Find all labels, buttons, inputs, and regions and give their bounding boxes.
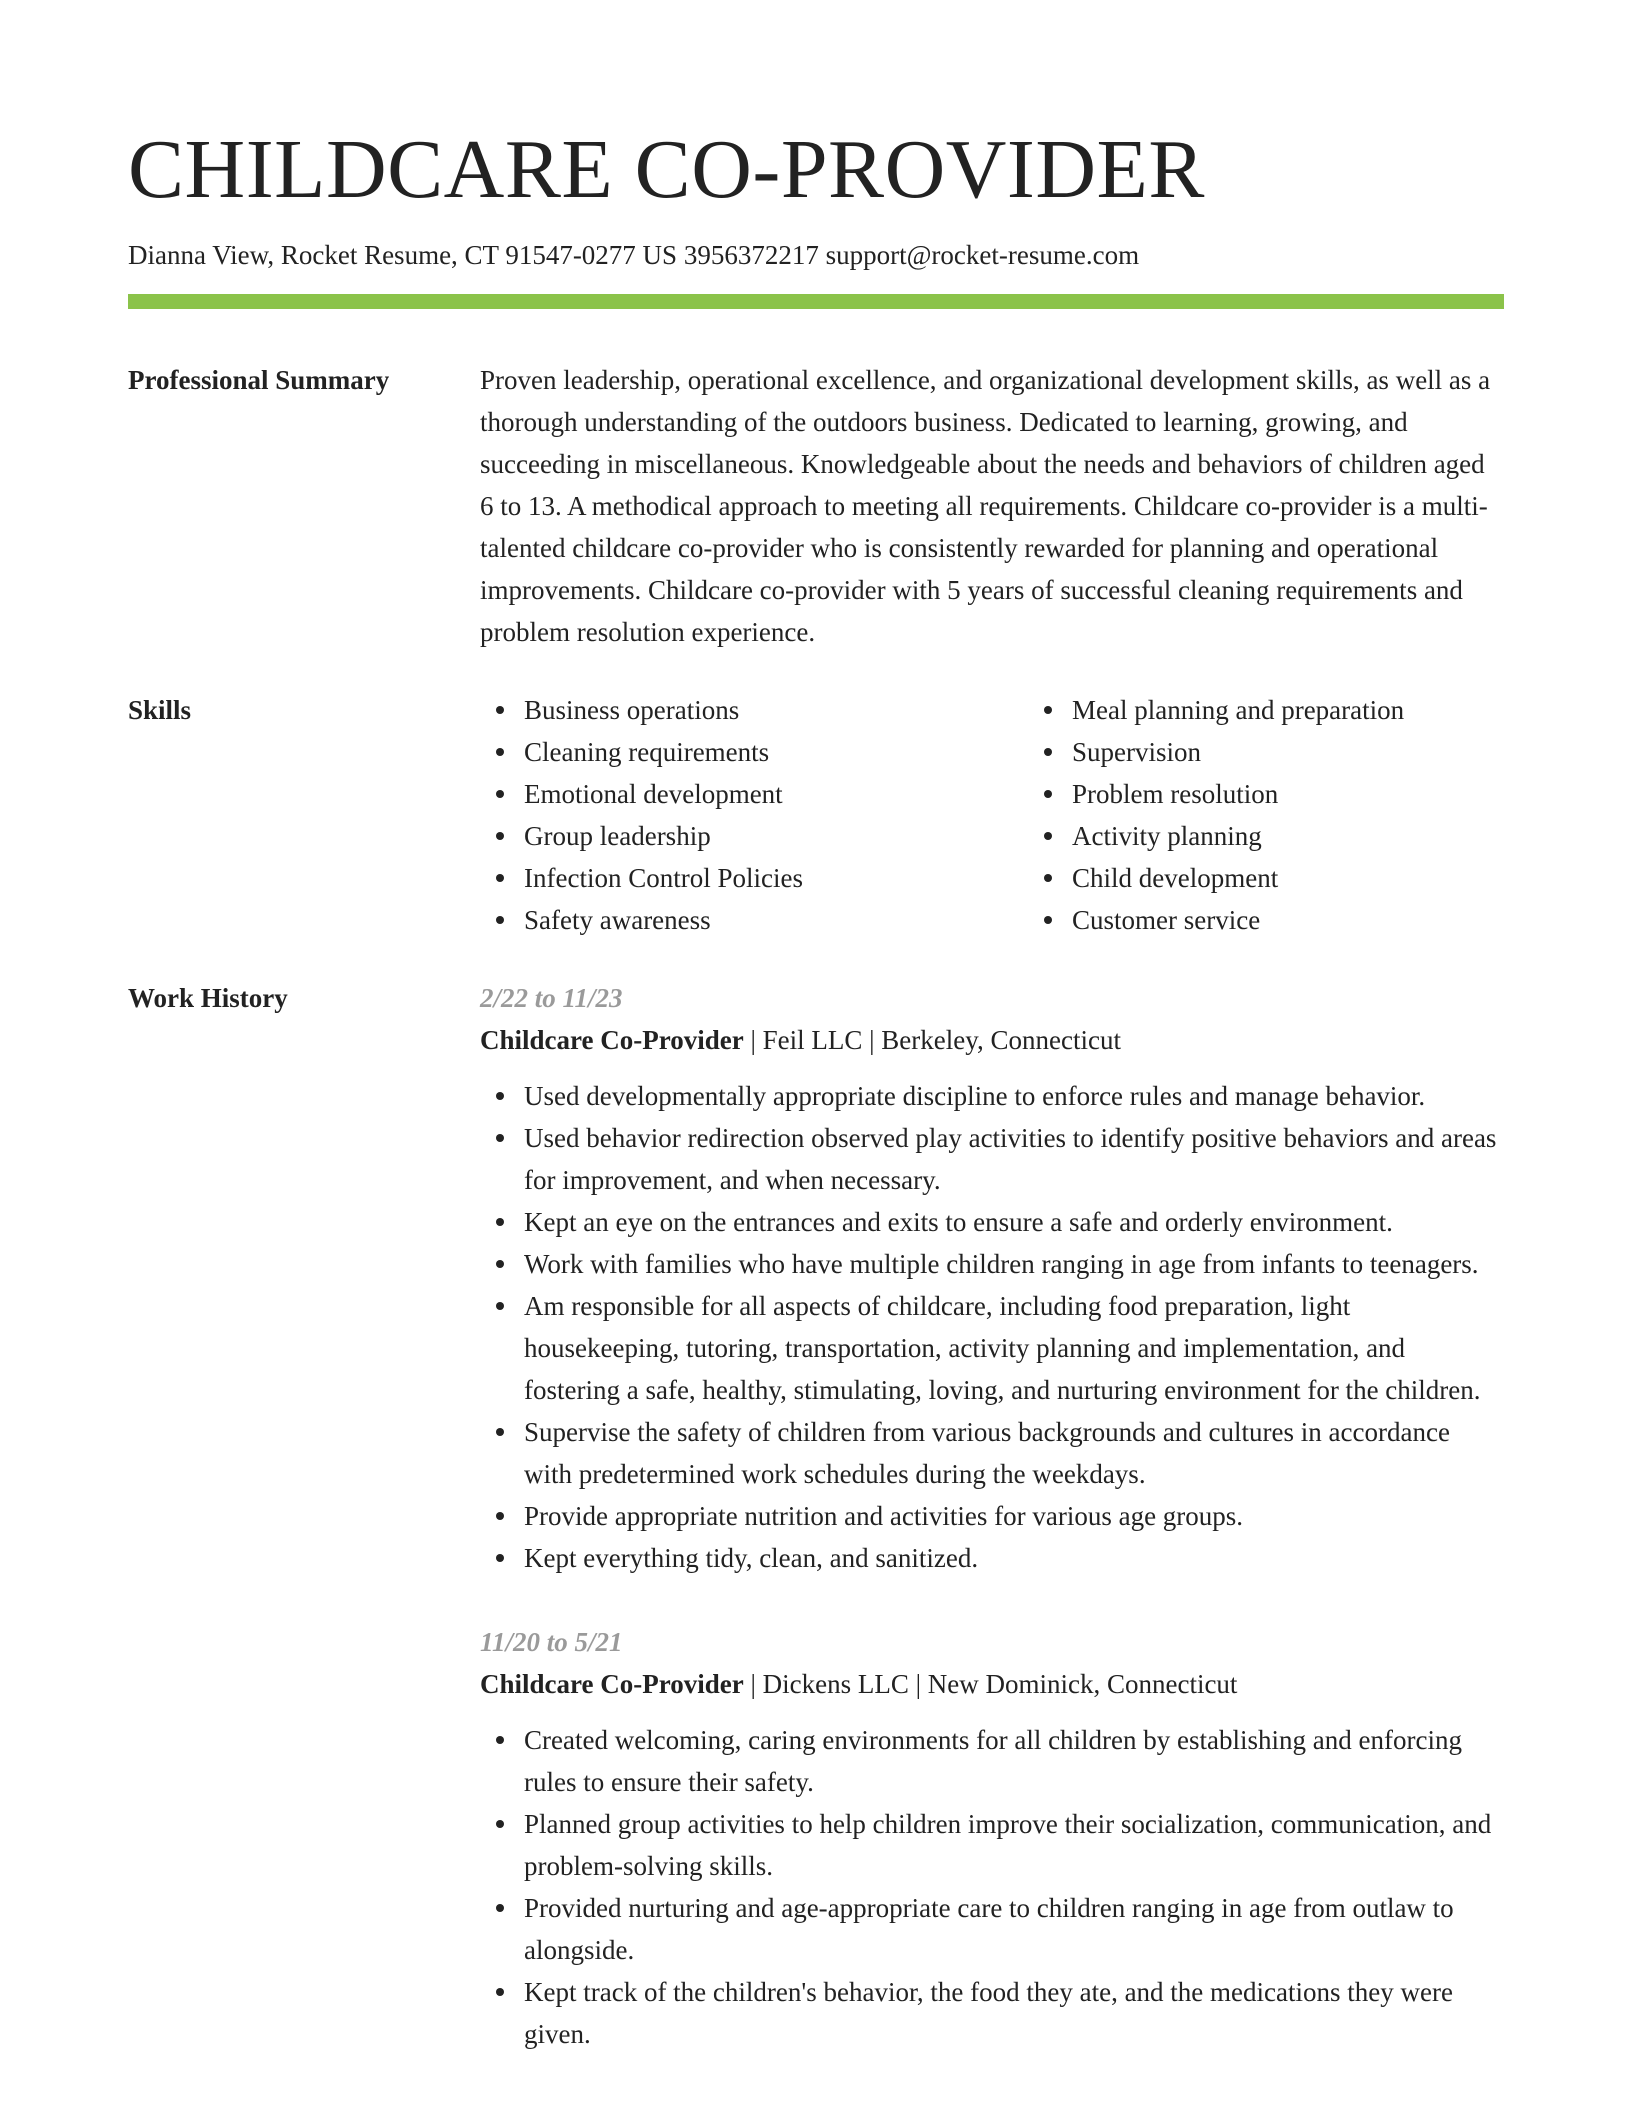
skill-item: Meal planning and preparation — [1072, 689, 1576, 731]
duty-item: Provided nurturing and age-appropriate care to children ranging in age from outlaw to alongside. — [524, 1887, 1504, 1971]
summary-heading: Professional Summary — [128, 365, 390, 395]
skills-section — [128, 689, 1504, 941]
skills-list-right — [1028, 689, 1576, 941]
contact-info: Dianna View, Rocket Resume, CT 91547-0277 US 3956372217 support@rocket-resume.com — [128, 240, 1140, 270]
job-dates: 11/20 to 5/21 — [480, 1627, 623, 1657]
duty-item: Planned group activities to help children improve their socialization, communication, and problem-solving skills. — [524, 1803, 1504, 1887]
skills-heading: Skills — [128, 695, 192, 725]
job-details: | Feil LLC | Berkeley, Connecticut — [743, 1025, 1121, 1055]
duty-item: Kept everything tidy, clean, and sanitized. — [524, 1537, 1504, 1579]
duty-item: Kept an eye on the entrances and exits to ensure a safe and orderly environment. — [524, 1201, 1504, 1243]
duty-item: Supervise the safety of children from various backgrounds and cultures in accordance with predetermined work schedules during the weekdays. — [524, 1411, 1504, 1495]
resume-name: CHILDCARE CO-PROVIDER — [128, 123, 1205, 216]
job-details: | Dickens LLC | New Dominick, Connecticut — [743, 1669, 1238, 1699]
job-title: Childcare Co-Provider — [480, 1025, 744, 1055]
duty-item: Created welcoming, caring environments for all children by establishing and enforcing rules to ensure their safety. — [524, 1719, 1504, 1803]
job-header — [480, 1663, 1504, 1705]
skill-item: Problem resolution — [1072, 773, 1576, 815]
accent-divider — [128, 294, 1504, 309]
resume-page — [128, 0, 1504, 2097]
skill-item: Infection Control Policies — [524, 857, 1028, 899]
work-history-section — [128, 977, 1504, 2097]
summary-section — [128, 359, 1504, 653]
skill-item: Supervision — [1072, 731, 1576, 773]
duty-item: Used behavior redirection observed play activities to identify positive behaviors and areas for improvement, and when necessary. — [524, 1117, 1504, 1201]
duty-item: Work with families who have multiple children ranging in age from infants to teenagers. — [524, 1243, 1504, 1285]
duty-item: Used developmentally appropriate discipline to enforce rules and manage behavior. — [524, 1075, 1504, 1117]
job-dates: 2/22 to 11/23 — [480, 983, 623, 1013]
summary-text: Proven leadership, operational excellence, and organizational development skills, as well as a thorough understanding of the outdoors business. Dedicated to learning, growing, and succeeding in miscellaneous. Knowledgeable about the needs and behaviors of children aged 6 to 13. A methodical approach to meeting all requirements. Childcare co-provider is a multi-talented childcare co-provider who is consistently rewarded for planning and operational improvements. Childcare co-provider with 5 years of successful cleaning requirements and problem resolution experience. — [480, 365, 1491, 647]
work-history-heading: Work History — [128, 983, 288, 1013]
duty-item: Provide appropriate nutrition and activities for various age groups. — [524, 1495, 1504, 1537]
skill-item: Child development — [1072, 857, 1576, 899]
job-entry — [480, 1621, 1504, 2055]
skill-item: Safety awareness — [524, 899, 1028, 941]
skill-item: Group leadership — [524, 815, 1028, 857]
skill-item: Emotional development — [524, 773, 1028, 815]
skill-item: Business operations — [524, 689, 1028, 731]
job-header — [480, 1019, 1504, 1061]
duty-item: Am responsible for all aspects of childcare, including food preparation, light housekeeping, tutoring, transportation, activity planning and implementation, and fostering a safe, healthy, stimulating, loving, and nurturing environment for the children. — [524, 1285, 1504, 1411]
skills-list-left — [480, 689, 1028, 941]
skill-item: Customer service — [1072, 899, 1576, 941]
job-entry — [480, 977, 1504, 1579]
job-duties — [480, 1075, 1504, 1579]
job-title: Childcare Co-Provider — [480, 1669, 744, 1699]
skill-item: Cleaning requirements — [524, 731, 1028, 773]
skill-item: Activity planning — [1072, 815, 1576, 857]
job-duties — [480, 1719, 1504, 2055]
duty-item: Kept track of the children's behavior, the food they ate, and the medications they were given. — [524, 1971, 1504, 2055]
